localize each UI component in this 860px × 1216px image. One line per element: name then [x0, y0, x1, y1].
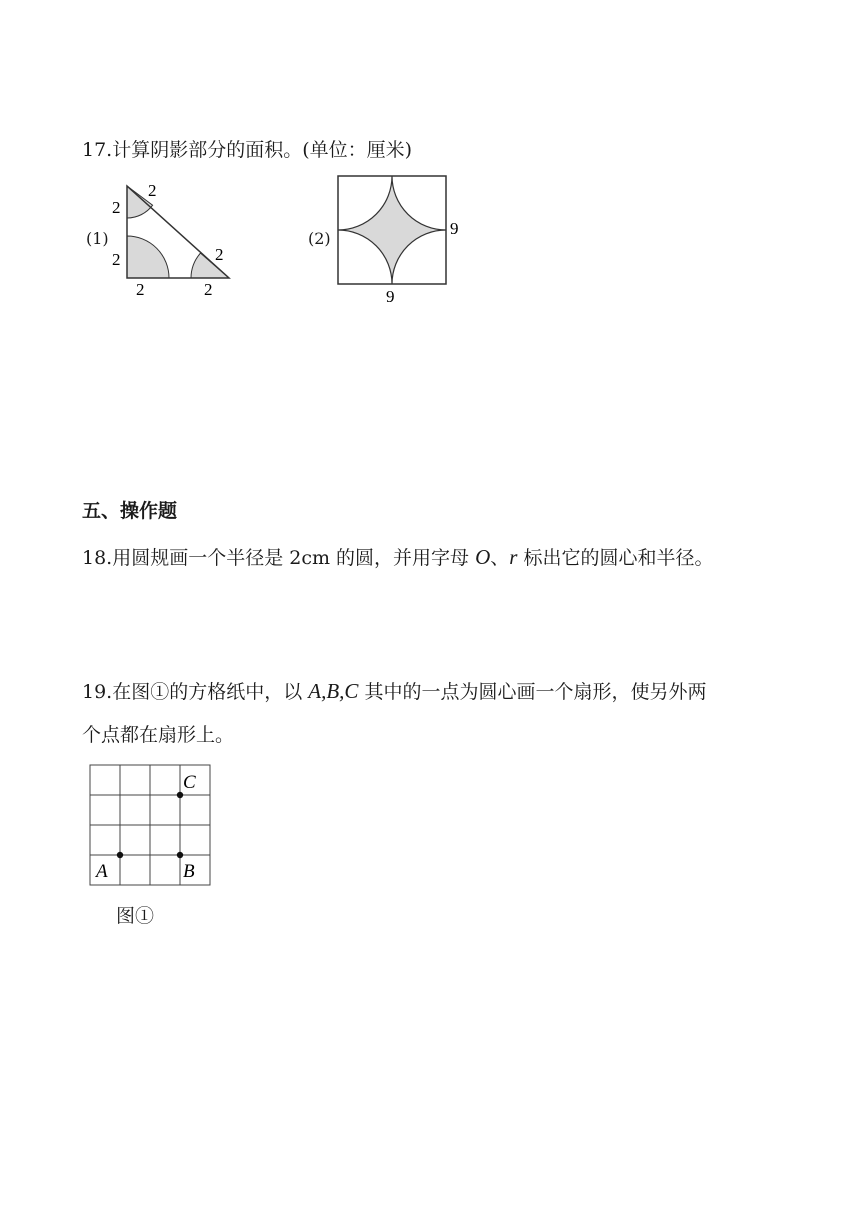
point-a-label: A	[96, 861, 108, 882]
shaded-sector-bottom-left	[127, 236, 169, 278]
point-labels: A,B,C	[308, 679, 359, 703]
question-text: 用圆规画一个半径是 2cm 的圆，并用字母	[112, 547, 470, 569]
side-length-right: 9	[450, 219, 459, 238]
question-text: 计算阴影部分的面积。(单位：厘米)	[112, 139, 413, 161]
dim-label: 2	[112, 250, 121, 269]
figure-1-triangle	[108, 180, 236, 302]
question-text: 在图①的方格纸中，以	[112, 681, 303, 703]
dim-label: 2	[148, 181, 157, 200]
grid-figure	[86, 761, 214, 891]
separator: 、	[490, 547, 510, 569]
question-18	[82, 547, 714, 568]
point-c-label: C	[183, 772, 196, 793]
dim-label: 2	[112, 198, 121, 217]
question-number: 18.	[82, 547, 113, 569]
point-a	[117, 852, 123, 858]
figure-2-label: (2)	[308, 229, 331, 248]
section-heading: 五、操作题	[82, 500, 178, 522]
side-length-bottom: 9	[386, 287, 395, 306]
symbol-o: O	[475, 545, 491, 569]
dim-label: 2	[136, 280, 145, 299]
point-b	[177, 852, 183, 858]
symbol-r: r	[509, 545, 518, 569]
question-17	[82, 141, 412, 160]
question-text-cont: 标出它的圆心和半径。	[523, 547, 714, 569]
figure-2-square	[330, 168, 470, 308]
question-text-cont: 其中的一点为圆心画一个扇形，使另外两	[364, 681, 707, 703]
dim-label: 2	[215, 245, 224, 264]
point-b-label: B	[183, 861, 195, 882]
question-number: 17.	[82, 139, 113, 161]
dim-label: 2	[204, 280, 213, 299]
question-19	[82, 681, 707, 702]
grid-caption: 图①	[116, 905, 155, 927]
question-19-line-2: 个点都在扇形上。	[82, 724, 235, 746]
question-number: 19.	[82, 681, 113, 703]
figure-1-label: (1)	[86, 229, 109, 248]
